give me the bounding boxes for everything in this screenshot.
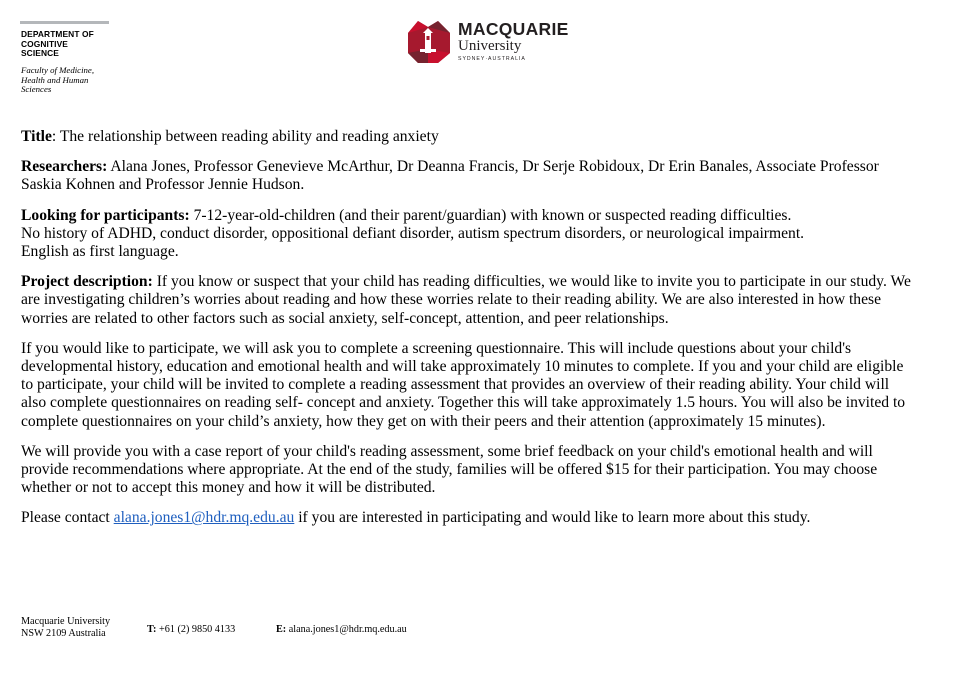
- title-text: : The relationship between reading ability and reading anxiety: [51, 128, 439, 145]
- footer: [21, 616, 621, 646]
- department-line: DEPARTMENT OF: [21, 29, 94, 39]
- telephone-value: +61 (2) 9850 4133: [156, 624, 236, 635]
- footer-email: [276, 624, 407, 636]
- researchers-label: Researchers:: [21, 158, 108, 176]
- faculty-line: Sciences: [21, 84, 52, 95]
- contact-email-link[interactable]: alana.jones1@hdr.mq.edu.au: [113, 509, 295, 527]
- researchers-paragraph: [21, 158, 916, 194]
- description-text: If you know or suspect that your child has reading difficulties, we would like to invite you to participate in our study. We are investigating children’s worries about reading and how these worries relate to their reading ability. We are also interested in how these worries are related to other factors such as social anxiety, self-concept, attention, and peer relationships.: [21, 273, 911, 327]
- footer-address: [21, 616, 110, 641]
- logo-subtitle: University: [458, 38, 522, 54]
- faculty-name: [21, 66, 131, 95]
- department-bar: [20, 21, 109, 24]
- department-line: SCIENCE: [21, 48, 59, 59]
- participants-line: 7-12-year-old-children (and their parent/guardian) with known or suspected reading difficulties.: [189, 206, 792, 224]
- compensation-paragraph: We will provide you with a case report of your child's reading assessment, some brief feedback on your child's emotional health and will provide recommendations where appropriate. At the end of the study, families will be offered $15 for their participation. You may choose whether or not to accept this money and how it will be distributed.: [21, 442, 878, 497]
- description-paragraph: [21, 273, 916, 328]
- title-label: Title: [21, 128, 52, 145]
- contact-before: Please contact: [21, 509, 114, 527]
- participants-line: English as first language.: [21, 243, 179, 261]
- faculty-line: Health and Human: [21, 74, 89, 85]
- title-paragraph: [21, 128, 916, 146]
- address-line: Macquarie University: [21, 616, 111, 627]
- description-label: Project description:: [21, 273, 153, 291]
- university-crest-icon: [406, 19, 452, 65]
- email-label: E:: [276, 624, 287, 635]
- researchers-text: Alana Jones, Professor Genevieve McArthur, Dr Deanna Francis, Dr Serje Robidoux, Dr Erin Banales, Associate Professor Saskia Kohnen and Professor Jennie Hudson.: [21, 158, 879, 194]
- email-value: alana.jones1@hdr.mq.edu.au: [286, 624, 407, 635]
- document-body: [21, 128, 916, 540]
- university-logo: [406, 19, 569, 65]
- participants-line: No history of ADHD, conduct disorder, oppositional defiant disorder, autism spectrum disorders, or neurological impairment.: [21, 224, 805, 242]
- logo-location: SYDNEY·AUSTRALIA: [458, 56, 526, 62]
- address-line: NSW 2109 Australia: [21, 628, 106, 640]
- participants-paragraph: [21, 207, 916, 262]
- contact-after: if you are interested in participating and would like to learn more about this study.: [294, 509, 811, 527]
- department-name: [21, 30, 131, 59]
- participants-label: Looking for participants:: [21, 206, 190, 224]
- logo-name: MACQUARIE: [458, 19, 569, 39]
- faculty-line: Faculty of Medicine,: [21, 65, 95, 75]
- contact-paragraph: [21, 509, 916, 527]
- department-line: COGNITIVE: [21, 38, 68, 49]
- telephone-label: T:: [147, 624, 157, 635]
- footer-telephone: [147, 624, 235, 636]
- procedure-paragraph: If you would like to participate, we will ask you to complete a screening questionnaire. This will include questions about your child's developmental history, education and emotional health and will take approximately 10 minutes to complete. If you and your child are eligible to participate, your child will be invited to complete a reading assessment that provides an overview of their reading ability. Your child will also complete questionnaires on reading self- concept and anxiety. Together this will take approximately 1.5 hours. You will also be invited to complete questionnaires on your child’s anxiety, how they get on with their peers and their attention (approximately 15 minutes).: [21, 339, 906, 430]
